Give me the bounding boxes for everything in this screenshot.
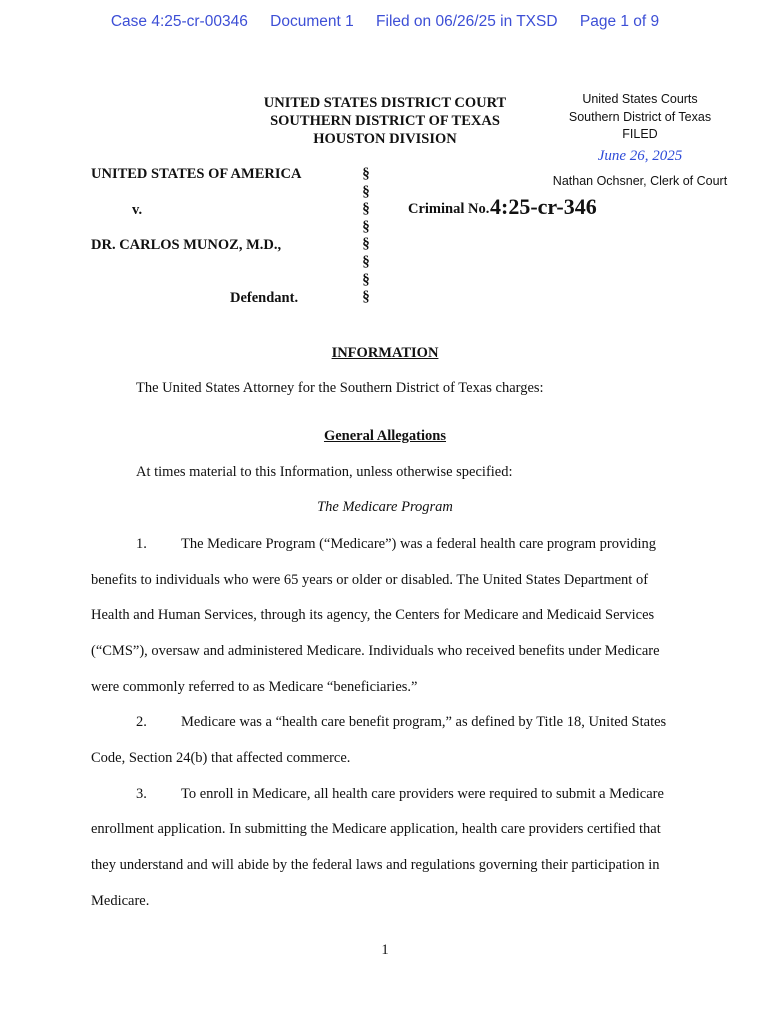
section-symbol-column: [359, 166, 373, 307]
stamp-courts: United States Courts: [582, 92, 698, 106]
paragraph-line: (“CMS”), oversaw and administered Medicare. Individuals who received benefits under Medicare: [91, 643, 660, 659]
case-number: Case 4:25-cr-00346: [110, 13, 248, 30]
section-symbol: §: [362, 289, 370, 306]
defendant: DR. CARLOS MUNOZ, M.D.,: [91, 237, 282, 253]
versus: v.: [132, 202, 143, 218]
section-symbol: §: [362, 253, 370, 270]
medicare-program-heading: The Medicare Program: [317, 499, 453, 515]
page-number: 1: [381, 942, 389, 958]
section-symbol: §: [362, 218, 370, 235]
document-number: Document 1: [270, 13, 354, 30]
paragraph-line: Medicare.: [91, 893, 150, 909]
section-symbol: §: [362, 271, 370, 288]
section-symbol: §: [362, 236, 370, 253]
paragraph-line: Code, Section 24(b) that affected commerce.: [91, 750, 351, 766]
criminal-number: 4:25-cr-346: [490, 194, 597, 219]
criminal-label: Criminal No.: [408, 201, 490, 217]
filed-date: Filed on 06/26/25 in TXSD: [376, 13, 558, 30]
court-name: UNITED STATES DISTRICT COURT: [263, 95, 507, 111]
paragraph-line: were commonly referred to as Medicare “beneficiaries.”: [91, 679, 418, 695]
stamp-filed: FILED: [622, 127, 658, 141]
stamp-district: Southern District of Texas: [568, 109, 712, 124]
paragraph-line: enrollment application. In submitting the Medicare application, health care providers certified that: [91, 821, 661, 837]
section-symbol: §: [362, 183, 370, 200]
paragraph-line: Medicare was a “health care benefit program,” as defined by Title 18, United States: [181, 714, 667, 730]
court-district: SOUTHERN DISTRICT OF TEXAS: [270, 113, 500, 129]
paragraph-line: To enroll in Medicare, all health care providers were required to submit a Medicare: [181, 786, 664, 802]
paragraph-line: they understand and will abide by the federal laws and regulations governing their participation in: [91, 857, 660, 873]
times-material-paragraph: At times material to this Information, unless otherwise specified:: [136, 464, 513, 480]
document-title: INFORMATION: [331, 345, 439, 361]
section-symbol: §: [362, 201, 370, 218]
filing-stamp: [548, 91, 732, 144]
paragraph-number: 1.: [136, 536, 147, 552]
paragraph-line: benefits to individuals who were 65 years or older or disabled. The United States Department of: [91, 572, 649, 588]
paragraph-number: 3.: [136, 786, 147, 802]
plaintiff: UNITED STATES OF AMERICA: [91, 166, 302, 182]
paragraph-line: Health and Human Services, through its agency, the Centers for Medicare and Medicaid Services: [91, 607, 655, 623]
defendant-label: Defendant.: [230, 290, 299, 306]
stamp-date: June 26, 2025: [597, 148, 683, 164]
general-allegations-heading: General Allegations: [323, 428, 447, 444]
court-heading: [230, 94, 540, 148]
ecf-header: [0, 13, 770, 31]
court-division: HOUSTON DIVISION: [313, 131, 457, 147]
paragraph-number: 2.: [136, 714, 147, 730]
intro-paragraph: The United States Attorney for the Southern District of Texas charges:: [136, 380, 544, 396]
page-count: Page 1 of 9: [579, 13, 660, 30]
paragraph-line: The Medicare Program (“Medicare”) was a federal health care program providing: [181, 536, 657, 552]
section-symbol: §: [362, 166, 370, 182]
stamp-clerk: Nathan Ochsner, Clerk of Court: [552, 174, 728, 188]
